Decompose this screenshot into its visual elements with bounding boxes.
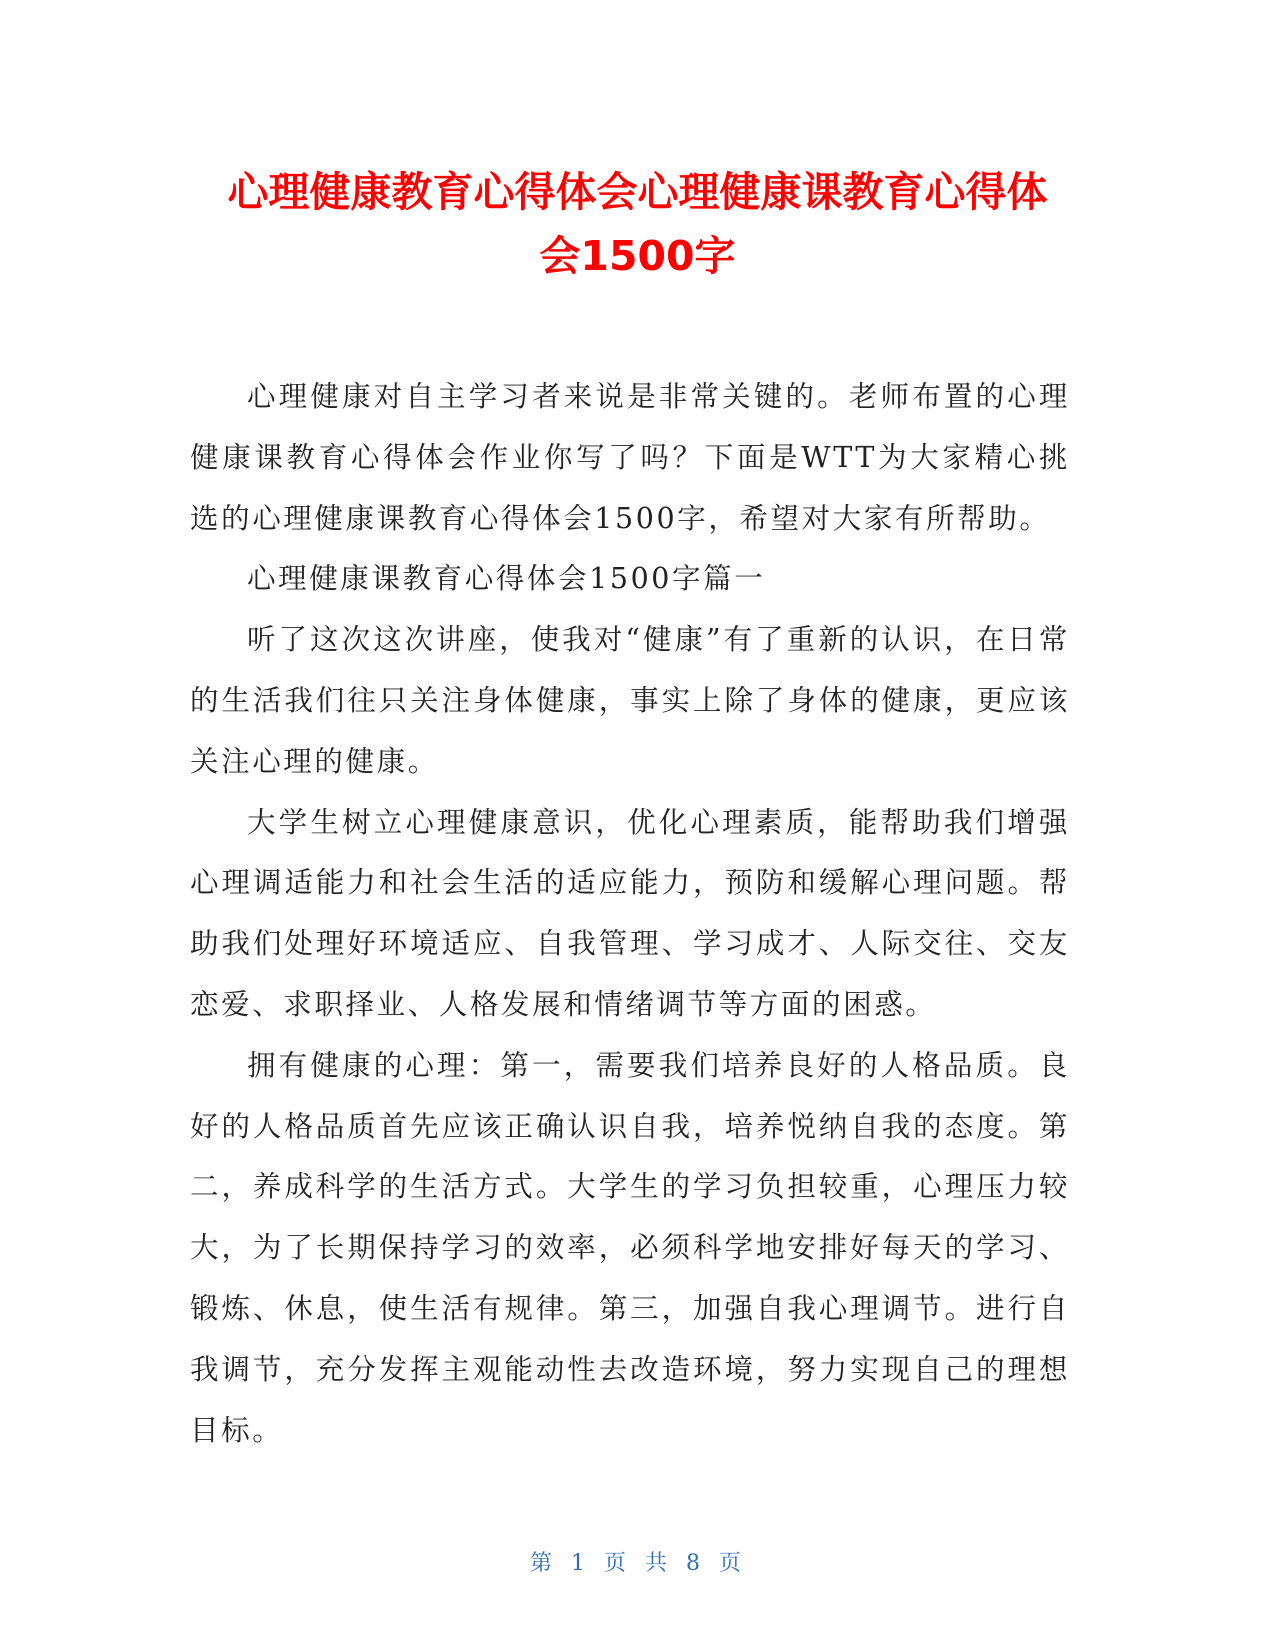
body-paragraph: 大学生树立心理健康意识，优化心理素质，能帮助我们增强心理调适能力和社会生活的适应能力，预防和缓解心理问题。帮助我们处理好环境适应、自我管理、学习成才、人际交往、交友恋爱、求职择业、人格发展和情绪调节等方面的困惑。 [190, 805, 1070, 1021]
title-line-2: 会1500字 [539, 232, 736, 280]
document-body [190, 367, 1070, 1461]
title-line-1: 心理健康教育心得体会心理健康课教育心得体 [227, 168, 1048, 216]
intro-paragraph: 心理健康对自主学习者来说是非常关键的。老师布置的心理健康课教育心得体会作业你写了吗？下面是WTT为大家精心挑选的心理健康课教育心得体会1500字，希望对大家有所帮助。 [190, 380, 1070, 535]
document-title [150, 160, 1125, 288]
section-heading: 心理健康课教育心得体会1500字篇一 [247, 562, 766, 596]
page-number-footer: 第 1 页 共 8 页 [530, 1551, 745, 1576]
body-paragraph: 听了这次这次讲座，使我对“健康”有了重新的认识，在日常的生活我们往只关注身体健康，事实上除了身体的健康，更应该关注心理的健康。 [190, 623, 1070, 778]
body-paragraph: 拥有健康的心理：第一，需要我们培养良好的人格品质。良好的人格品质首先应该正确认识自我，培养悦纳自我的态度。第二，养成科学的生活方式。大学生的学习负担较重，心理压力较大，为了长期保持学习的效率，必须科学地安排好每天的学习、锻炼、休息，使生活有规律。第三，加强自我心理调节。进行自我调节，充分发挥主观能动性去改造环境，努力实现自己的理想目标。 [190, 1048, 1070, 1447]
